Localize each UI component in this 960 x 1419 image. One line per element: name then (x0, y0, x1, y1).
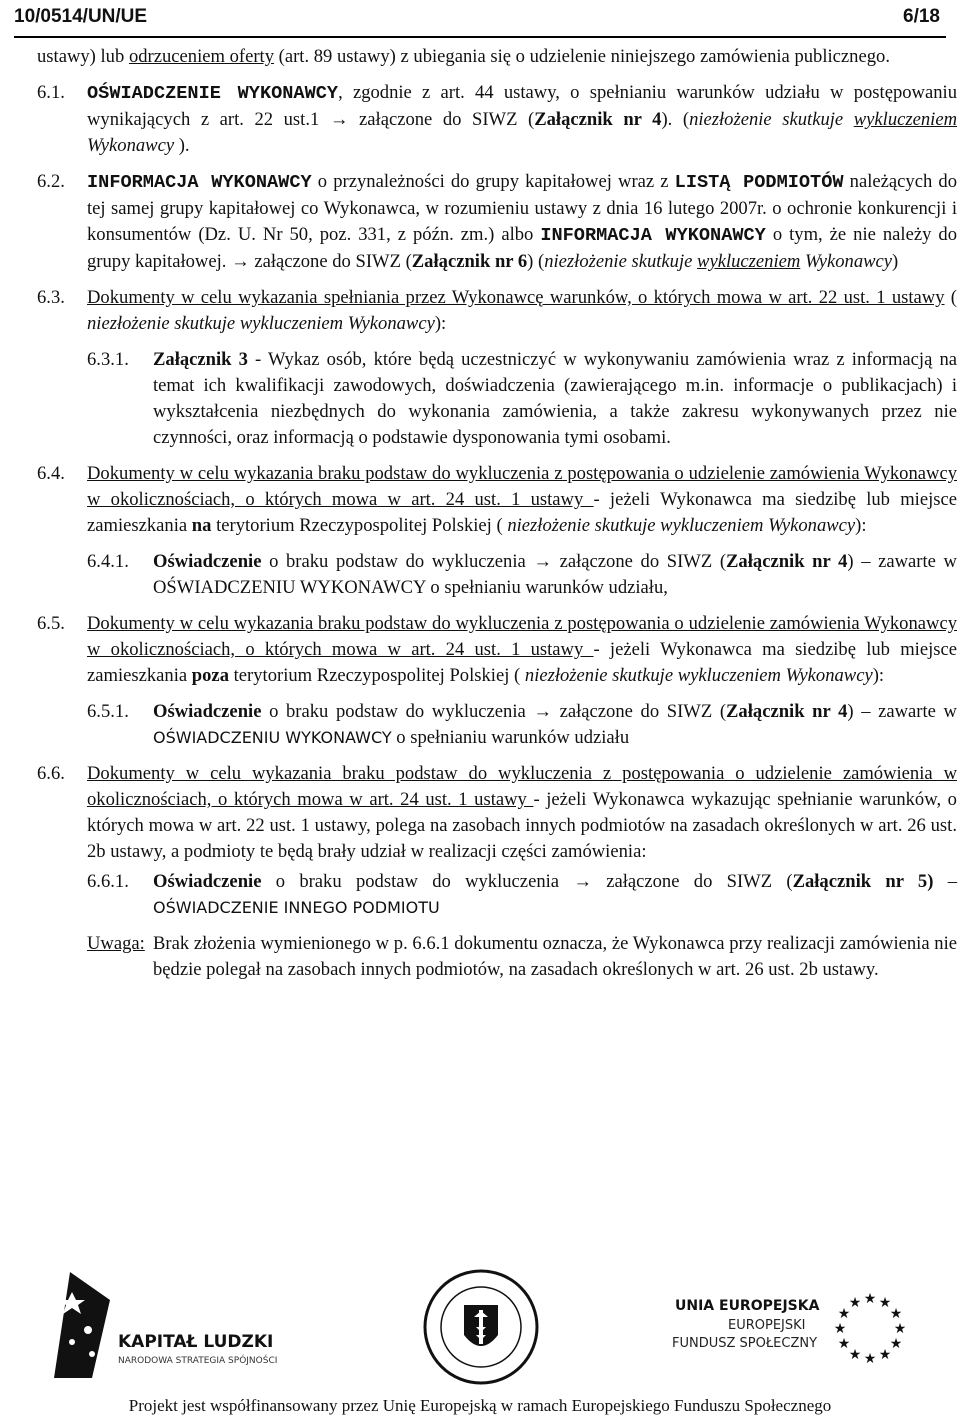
section-6-4: 6.4. Dokumenty w celu wykazania braku podstaw do wykluczenia z postępowania o udzielenie zamówienia Wykonawcy w okolicznościach, o których mowa w art. 24 ust. 1 ustawy - jeżeli Wykonawca ma siedzibę lub miejsce zamieszkania na terytorium Rzeczypospolitej Polskiej ( niezłożenie skutkuje wykluczeniem Wykonawcy): (37, 463, 957, 536)
eu-star-icon: ★ (848, 1346, 862, 1363)
eu-flag-icon (830, 1288, 910, 1368)
document-id: 10/0514/UN/UE (14, 6, 148, 27)
section-number: 6.6. (37, 763, 65, 784)
eu-star-icon: ★ (837, 1306, 851, 1322)
section-number: 6.2. (37, 171, 65, 192)
paragraph-intro: ustawy) lub odrzuceniem oferty (art. 89 ustawy) z ubiegania się o udzielenie niniejszego zamówienia publicznego. (37, 46, 890, 67)
eu-star-icon: ★ (833, 1321, 847, 1337)
section-6-5-1: 6.5.1. Oświadczenie o braku podstaw do wykluczenia → załączone do SIWZ (Załącznik nr 4) – zawarte w OŚWIADCZENIU WYKONAWCY o spełnianiu warunków udziału (87, 701, 957, 748)
eu-star-icon: ★ (878, 1295, 892, 1312)
section-6-3-1: 6.3.1. Załącznik 3 - Wykaz osób, które będą uczestniczyć w wykonywaniu zamówienia wraz z informacją na temat ich kwalifikacji zawodowych, doświadczenia (zawierającego m.in. informacje o publikacjach) i wykształcenia niezbędnych do wykonania zamówienia, a także zakresu wykonywanych przez nie czynności, oraz informacją o podstawie dysponowania tymi osobami. (87, 349, 957, 448)
note-uwaga: Uwaga: Brak złożenia wymienionego w p. 6.6.1 dokumentu oznacza, że Wykonawca przy realizacji zamówienia nie będzie polegał na zasobach innych podmiotów, na zasadach określonych w art. 26 ust. 2b ustawy. (87, 933, 957, 980)
gdansk-seal-logo (422, 1265, 540, 1389)
section-6-2: 6.2. INFORMACJA WYKONAWCY o przynależności do grupy kapitałowej wraz z LISTĄ PODMIOTÓW należących do tej samej grupy kapitałowej co Wykonawca, w rozumieniu ustawy z dnia 16 lutego 2007r. o ochronie konkurencji i konsumentów (Dz. U. Nr 50, poz. 331, z późn. zm.) albo INFORMACJA WYKONAWCY o tym, że nie należy do grupy kapitałowej. → załączone do SIWZ (Załącznik nr 6) (niezłożenie skutkuje wykluczeniem Wykonawcy) (37, 171, 957, 272)
page-header (14, 6, 946, 38)
section-number: 6.4. (37, 463, 65, 484)
arrow-icon: → (329, 109, 349, 130)
arrow-icon: → (231, 251, 250, 272)
eu-subtitle-1: EUROPEJSKI (728, 1318, 806, 1333)
eu-subtitle-2: FUNDUSZ SPOŁECZNY (672, 1336, 818, 1351)
document-body (37, 44, 957, 983)
section-6-1: 6.1. OŚWIADCZENIE WYKONAWCY, zgodnie z art. 44 ustawy, o spełnianiu warunków udziału w postępowaniu wynikających z art. 22 ust.1 → załączone do SIWZ (Załącznik nr 4). (niezłożenie skutkuje wykluczeniem Wykonawcy ). (37, 82, 958, 156)
section-6-4-1: 6.4.1. Oświadczenie o braku podstaw do wykluczenia → załączone do SIWZ (Załącznik nr 4) – zawarte w OŚWIADCZENIU WYKONAWCY o spełnianiu warunków udziału, (87, 551, 957, 598)
eu-star-icon: ★ (837, 1336, 851, 1352)
arrow-icon: → (533, 701, 552, 722)
eu-star-icon: ★ (893, 1321, 907, 1337)
footer-logos (0, 1270, 960, 1390)
eu-title: UNIA EUROPEJSKA (675, 1298, 820, 1314)
arrow-icon: → (533, 551, 552, 572)
section-number: 6.4.1. (87, 551, 129, 572)
section-6-3: 6.3. Dokumenty w celu wykazania spełniania przez Wykonawcę warunków, o których mowa w art. 22 ust. 1 ustawy ( niezłożenie skutkuje wykluczeniem Wykonawcy): (37, 287, 957, 334)
kapital-ludzki-subtitle: NARODOWA STRATEGIA SPÓJNOŚCI (118, 1356, 278, 1366)
section-number: 6.3.1. (87, 349, 129, 370)
eu-star-icon: ★ (863, 1291, 877, 1307)
section-number: 6.3. (37, 287, 65, 308)
eu-star-icon: ★ (863, 1351, 877, 1367)
eu-star-icon: ★ (889, 1306, 903, 1322)
eu-star-icon: ★ (889, 1336, 903, 1352)
note-label: Uwaga: (87, 933, 145, 954)
section-number: 6.5.1. (87, 701, 129, 722)
section-6-5: 6.5. Dokumenty w celu wykazania braku podstaw do wykluczenia z postępowania o udzielenie zamówienia Wykonawcy w okolicznościach, o których mowa w art. 24 ust. 1 ustawy - jeżeli Wykonawca ma siedzibę lub miejsce zamieszkania poza terytorium Rzeczypospolitej Polskiej ( niezłożenie skutkuje wykluczeniem Wykonawcy): (37, 613, 957, 686)
section-number: 6.1. (37, 82, 65, 103)
section-6-6: 6.6. Dokumenty w celu wykazania braku podstaw do wykluczenia z postępowania o udzielenie zamówienia w okolicznościach, o których mowa w art. 24 ust. 1 ustawy - jeżeli Wykonawca wykazując spełnianie warunków, o których mowa w art. 22 ust. 1 ustawy, polega na zasobach innych podmiotów na zasadach określonych w art. 26 ust. 2b ustawy, a podmioty te będą brały udział w realizacji części zamówienia: (37, 763, 957, 862)
page-number: 6/18 (903, 6, 940, 27)
kapital-ludzki-title: KAPITAŁ LUDZKI (118, 1332, 274, 1352)
section-number: 6.5. (37, 613, 65, 634)
kapital-ludzki-logo (52, 1270, 112, 1380)
section-6-6-1: 6.6.1. Oświadczenie o braku podstaw do wykluczenia → załączone do SIWZ (Załącznik nr 5) – OŚWIADCZENIE INNEGO PODMIOTU (87, 871, 957, 917)
arrow-icon: → (573, 871, 592, 892)
section-number: 6.6.1. (87, 871, 129, 892)
eu-star-icon: ★ (848, 1295, 862, 1312)
footer-funding-note: Projekt jest współfinansowany przez Unię Europejską w ramach Europejskiego Funduszu Społecznego (128, 1396, 832, 1415)
eu-star-icon: ★ (878, 1346, 892, 1363)
